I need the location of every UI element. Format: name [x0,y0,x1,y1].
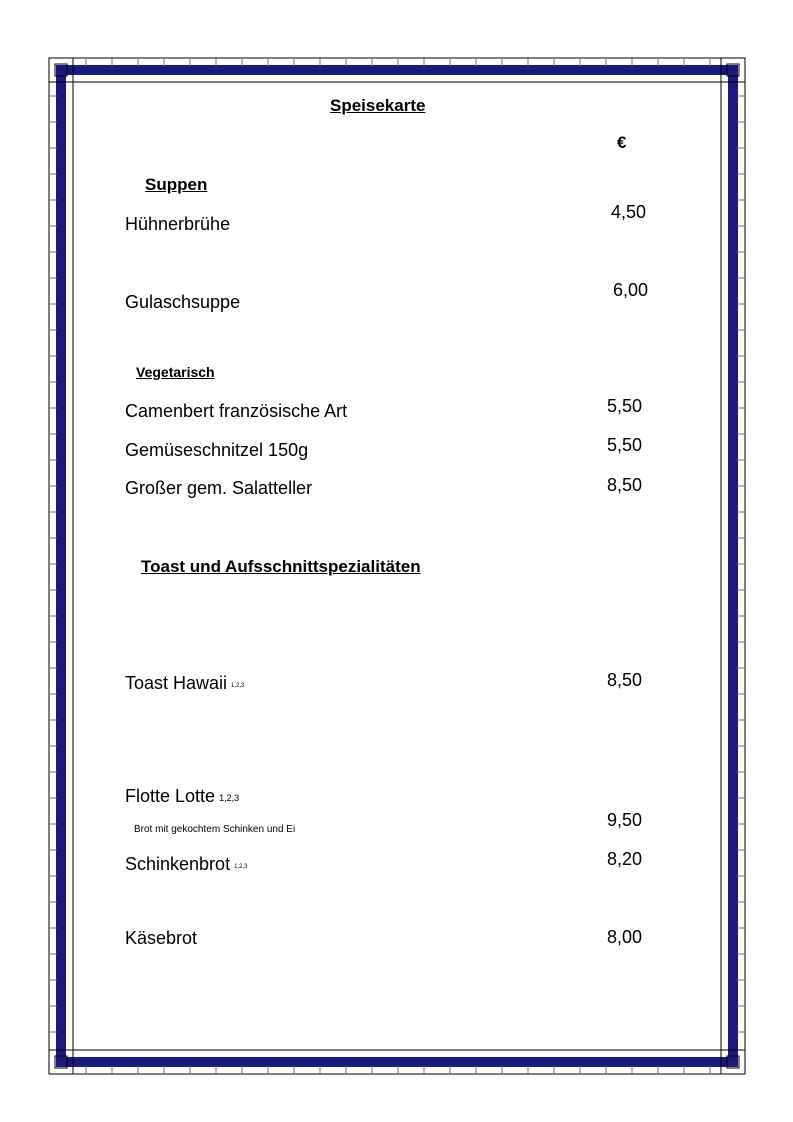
menu-item-schinkenbrot [125,855,247,873]
menu-item-name: Toast Hawaii [125,673,228,693]
section-title-toast: Toast und Aufsschnittspezialitäten [141,557,421,576]
menu-item-name: Käsebrot [125,928,198,948]
allergen-codes: 1,2,3 [219,793,240,803]
menu-item-note: Brot mit gekochtem Schinken und Ei [134,824,296,835]
menu-item-name: Camenbert französische Art [125,401,348,421]
menu-item-name: Schinkenbrot [125,854,231,874]
menu-item-flotte-lotte [125,787,239,805]
menu-item-toast-hawaii [125,674,244,692]
menu-item-name: Gemüseschnitzel 150g [125,440,309,460]
allergen-codes: 1,2,3 [231,683,245,689]
menu-item-name: Hühnerbrühe [125,214,231,234]
menu-item-price: 5,50 [607,396,643,416]
menu-item-price: 4,50 [611,202,647,222]
menu-item-price: 8,50 [607,475,643,495]
section-title-soups: Suppen [145,175,208,194]
menu-item-price: 8,20 [607,849,643,869]
currency-header: € [617,133,627,152]
menu-item-price: 8,50 [607,670,643,690]
menu-item-price: 6,00 [613,280,649,300]
menu-item-price: 8,00 [607,927,643,947]
allergen-codes: 1,2,3 [234,864,248,870]
section-title-vegetarian: Vegetarisch [136,364,215,380]
menu-item-price: 9,50 [607,810,643,830]
menu-item-name: Flotte Lotte [125,786,216,806]
menu-item-price: 5,50 [607,435,643,455]
menu-item-name: Gulaschsuppe [125,292,241,312]
menu-title: Speisekarte [330,96,426,115]
menu-item-name: Großer gem. Salatteller [125,478,313,498]
